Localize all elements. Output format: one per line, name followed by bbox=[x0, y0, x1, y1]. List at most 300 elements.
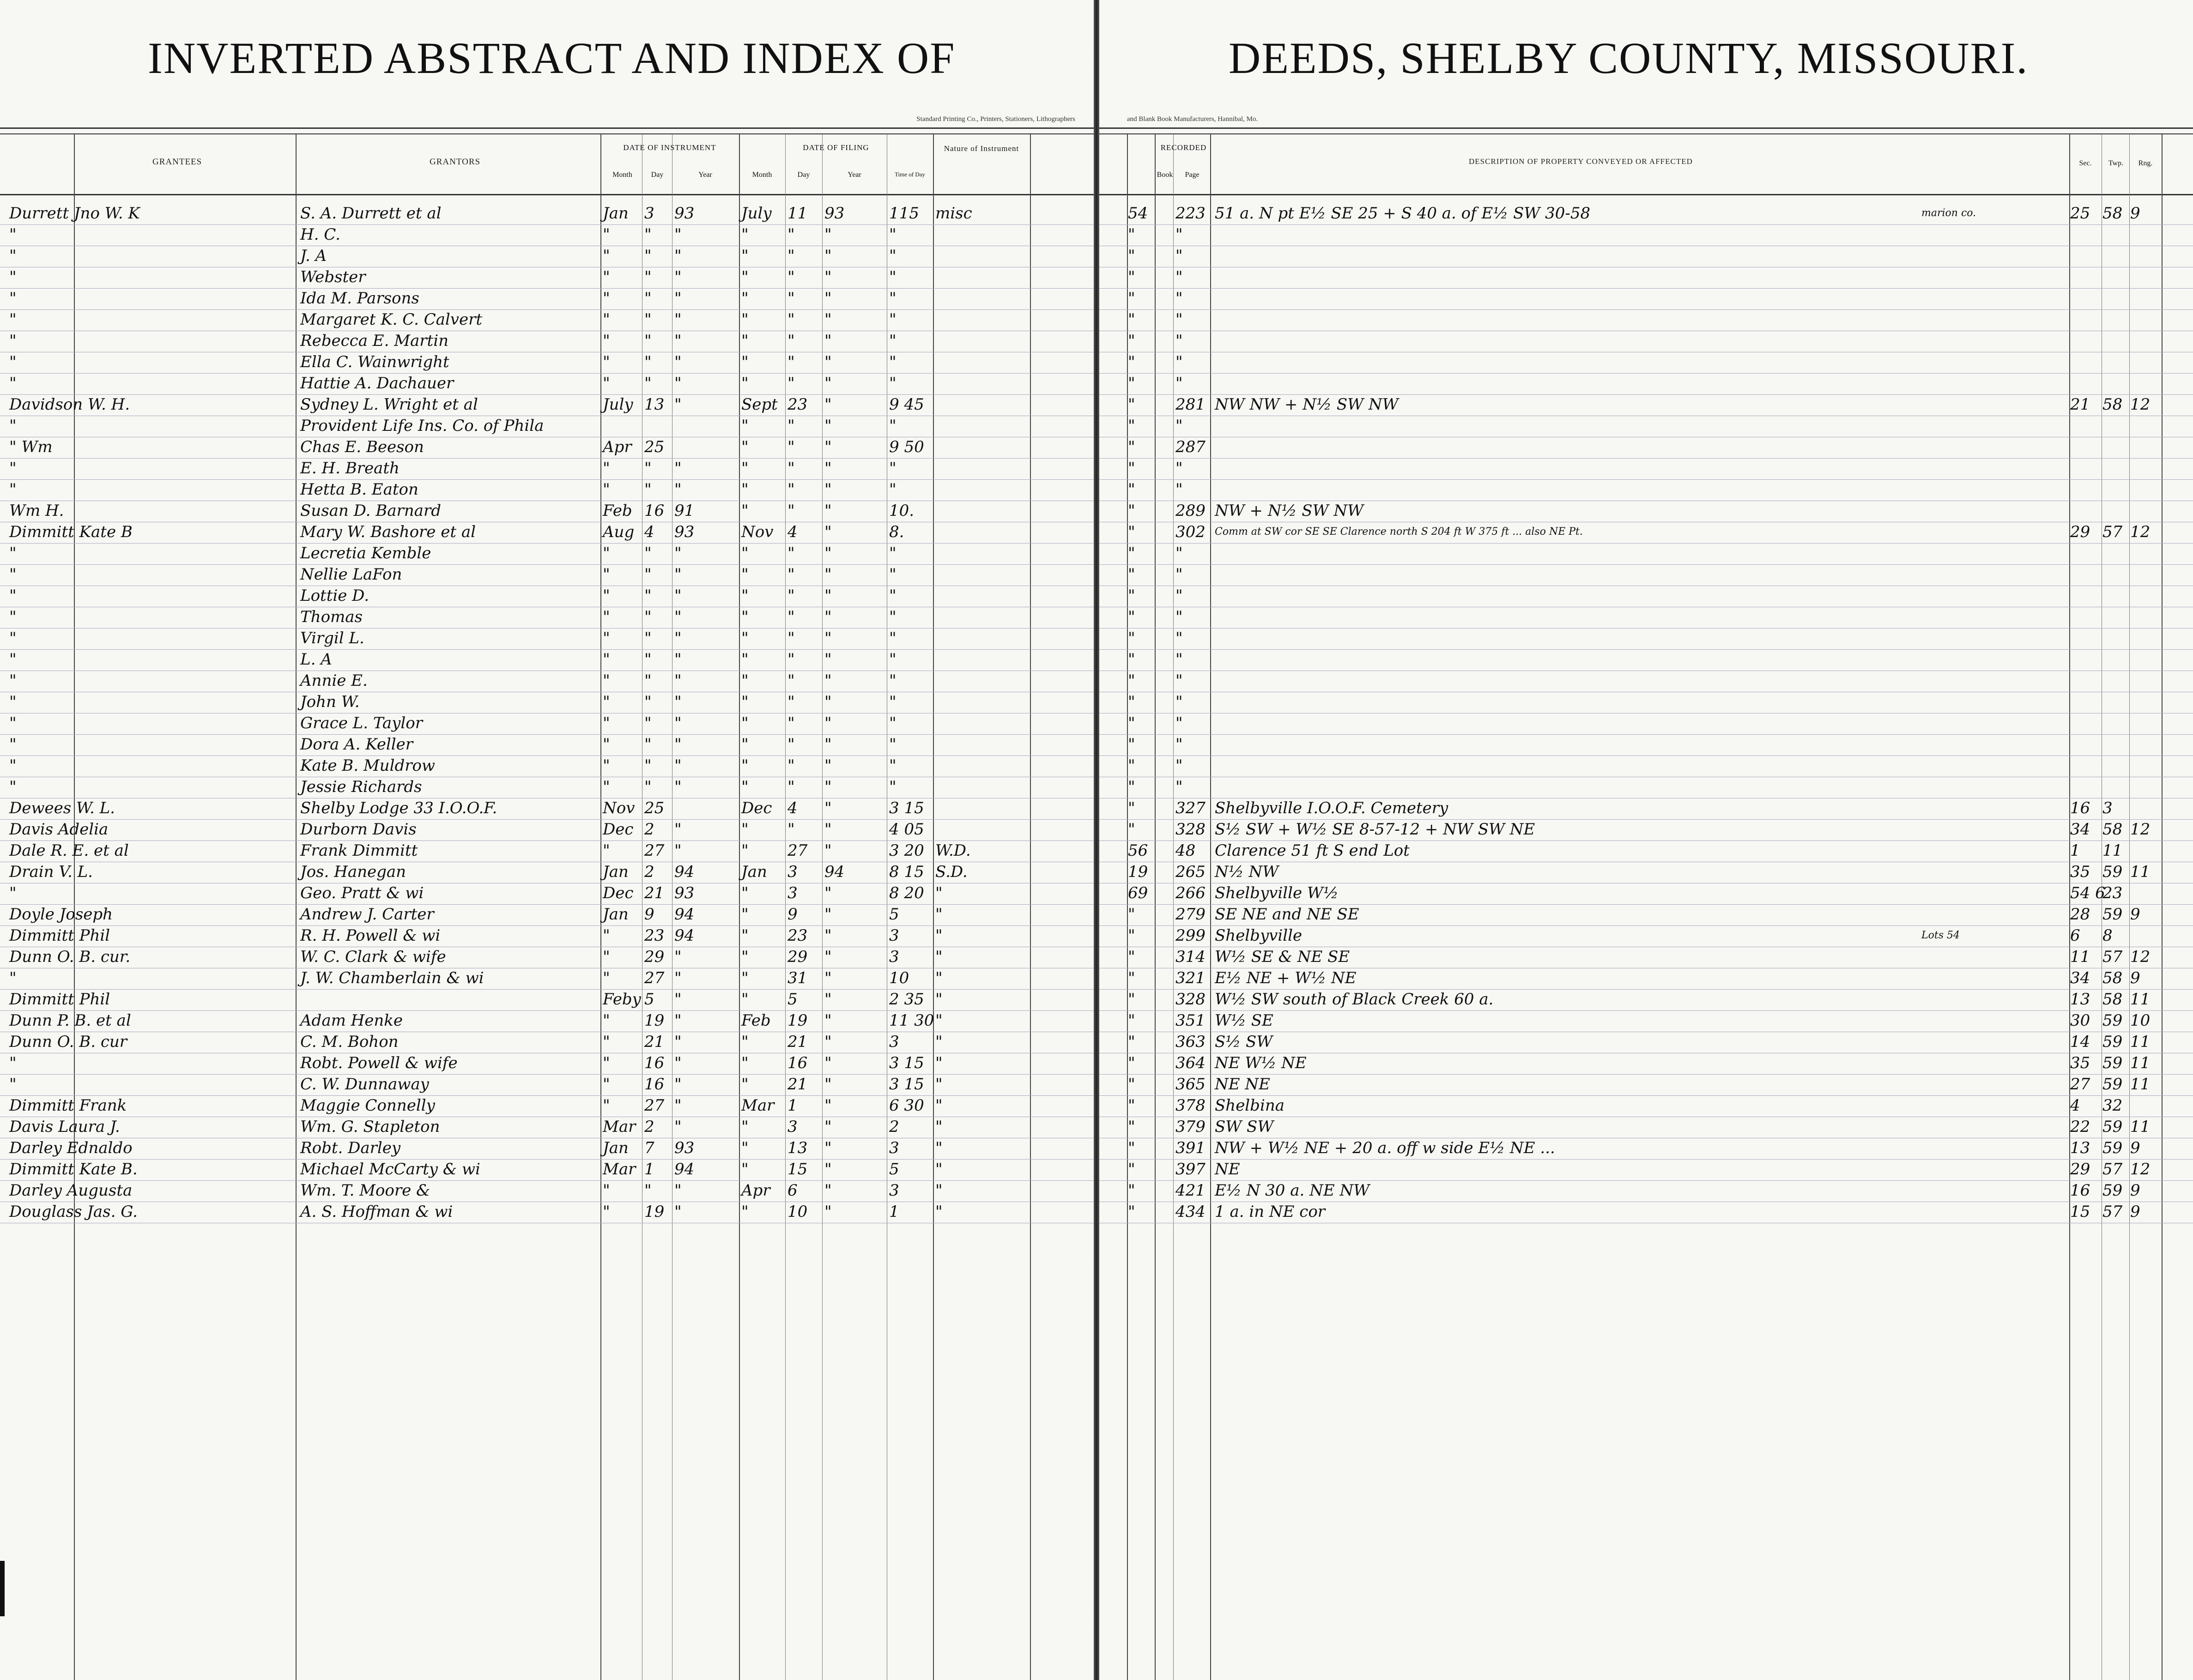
cell-grantor: Mary W. Bashore et al bbox=[300, 523, 476, 541]
cell-fd: " bbox=[788, 544, 795, 562]
cell-grantee: " bbox=[9, 693, 17, 711]
header-date-of-filing: DATE OF FILING bbox=[803, 143, 869, 152]
cell-im: Nov bbox=[603, 799, 635, 817]
cell-desc: W½ SE & NE SE bbox=[1215, 948, 1350, 966]
cell-book: " bbox=[1128, 990, 1135, 1009]
cell-fm: " bbox=[741, 438, 749, 456]
cell-iy: 91 bbox=[674, 502, 695, 520]
cell-id: " bbox=[644, 310, 652, 329]
col-sep bbox=[822, 134, 823, 1680]
cell-im: " bbox=[603, 948, 610, 966]
cell-im: " bbox=[603, 841, 610, 860]
col-sep bbox=[1030, 134, 1031, 1680]
cell-fy: " bbox=[824, 1160, 832, 1178]
cell-twp: 59 bbox=[2102, 1033, 2123, 1051]
cell-iy: " bbox=[674, 247, 682, 265]
cell-nature: " bbox=[935, 1118, 943, 1136]
cell-grantee: " bbox=[9, 1054, 17, 1072]
cell-fd: 13 bbox=[788, 1139, 808, 1157]
cell-book: " bbox=[1128, 1160, 1135, 1178]
cell-twp: 57 bbox=[2102, 1203, 2123, 1221]
cell-iy: " bbox=[674, 225, 682, 244]
cell-iy: " bbox=[674, 778, 682, 796]
cell-iy: " bbox=[674, 268, 682, 286]
cell-grantee: " bbox=[9, 332, 17, 350]
cell-fd: " bbox=[788, 353, 795, 371]
cell-iy: 94 bbox=[674, 926, 695, 945]
ledger-row-line bbox=[1099, 309, 2193, 310]
cell-book: 19 bbox=[1128, 863, 1148, 881]
cell-im: " bbox=[603, 544, 610, 562]
cell-page: " bbox=[1175, 778, 1183, 796]
cell-ft: 115 bbox=[889, 204, 919, 223]
cell-iy: " bbox=[674, 671, 682, 690]
cell-grantor: W. C. Clark & wife bbox=[300, 948, 446, 966]
header-rule-top bbox=[1099, 127, 2193, 134]
cell-fd: " bbox=[788, 586, 795, 605]
header-time-of-day: Time of Day bbox=[895, 171, 925, 178]
cell-ft: " bbox=[889, 650, 897, 669]
cell-fd: 3 bbox=[788, 1118, 798, 1136]
header-grantors: GRANTORS bbox=[430, 157, 481, 167]
cell-grantee: Davidson W. H. bbox=[9, 395, 130, 414]
cell-fm: " bbox=[741, 990, 749, 1009]
cell-id: 25 bbox=[644, 799, 665, 817]
cell-sec: 16 bbox=[2070, 799, 2090, 817]
cell-page: 351 bbox=[1175, 1011, 1206, 1030]
cell-grantee: Dunn P. B. et al bbox=[9, 1011, 131, 1030]
header-rng: Rng. bbox=[2138, 159, 2153, 167]
cell-page: " bbox=[1175, 374, 1183, 393]
cell-page: 328 bbox=[1175, 820, 1206, 839]
cell-book: " bbox=[1128, 735, 1135, 754]
cell-page: " bbox=[1175, 310, 1183, 329]
cell-grantor: Ella C. Wainwright bbox=[300, 353, 449, 371]
cell-grantee: " bbox=[9, 225, 17, 244]
cell-sec: 13 bbox=[2070, 990, 2090, 1009]
cell-book: " bbox=[1128, 693, 1135, 711]
cell-fy: " bbox=[824, 714, 832, 732]
header-book: Book bbox=[1157, 171, 1173, 179]
cell-grantor: Michael McCarty & wi bbox=[300, 1160, 480, 1178]
cell-fd: " bbox=[788, 438, 795, 456]
cell-iy: " bbox=[674, 608, 682, 626]
cell-desc: W½ SE bbox=[1215, 1011, 1273, 1030]
cell-fm: " bbox=[741, 1203, 749, 1221]
cell-fy: " bbox=[824, 926, 832, 945]
cell-fd: " bbox=[788, 565, 795, 584]
cell-iy: " bbox=[674, 650, 682, 669]
cell-twp: 58 bbox=[2102, 820, 2123, 839]
cell-ft: 3 20 bbox=[889, 841, 924, 860]
cell-iy: " bbox=[674, 586, 682, 605]
cell-ft: 3 bbox=[889, 948, 899, 966]
cell-fd: 27 bbox=[788, 841, 808, 860]
cell-im: Mar bbox=[603, 1160, 636, 1178]
cell-fm: " bbox=[741, 1075, 749, 1094]
cell-book: " bbox=[1128, 799, 1135, 817]
cell-ft: 6 30 bbox=[889, 1096, 924, 1115]
cell-ft: " bbox=[889, 480, 897, 499]
cell-fy: " bbox=[824, 1011, 832, 1030]
cell-im: " bbox=[603, 650, 610, 669]
cell-desc: NW + N½ SW NW bbox=[1215, 502, 1364, 520]
cell-sec: 34 bbox=[2070, 820, 2090, 839]
page-title-left: INVERTED ABSTRACT AND INDEX OF bbox=[148, 33, 956, 83]
cell-iy: " bbox=[674, 1033, 682, 1051]
cell-fm: " bbox=[741, 1118, 749, 1136]
cell-nature: misc bbox=[935, 204, 972, 223]
cell-nature: " bbox=[935, 1033, 943, 1051]
cell-nature: " bbox=[935, 884, 943, 902]
cell-fm: " bbox=[741, 289, 749, 308]
cell-rng: 11 bbox=[2130, 1118, 2151, 1136]
cell-fm: " bbox=[741, 608, 749, 626]
cell-id: 21 bbox=[644, 1033, 665, 1051]
cell-iy: " bbox=[674, 374, 682, 393]
cell-ft: 3 bbox=[889, 1033, 899, 1051]
cell-iy: " bbox=[674, 310, 682, 329]
cell-grantee: " bbox=[9, 778, 17, 796]
cell-im: " bbox=[603, 1096, 610, 1115]
cell-sec: 4 bbox=[2070, 1096, 2080, 1115]
cell-ft: 3 bbox=[889, 926, 899, 945]
cell-book: " bbox=[1128, 1054, 1135, 1072]
cell-im: " bbox=[603, 735, 610, 754]
cell-id: " bbox=[644, 289, 652, 308]
cell-ft: " bbox=[889, 289, 897, 308]
cell-rng: 9 bbox=[2130, 969, 2140, 987]
cell-desc: 51 a. N pt E½ SE 25 + S 40 a. of E½ SW 30-58 bbox=[1215, 204, 1591, 223]
cell-rng: 9 bbox=[2130, 1139, 2140, 1157]
col-sep bbox=[933, 134, 934, 1680]
cell-id: 29 bbox=[644, 948, 665, 966]
cell-iy: " bbox=[674, 820, 682, 839]
cell-im: " bbox=[603, 629, 610, 647]
cell-desc: W½ SW south of Black Creek 60 a. bbox=[1215, 990, 1494, 1009]
cell-nature: " bbox=[935, 1139, 943, 1157]
cell-grantee: Dimmitt Kate B. bbox=[9, 1160, 138, 1178]
cell-page: 299 bbox=[1175, 926, 1206, 945]
header-grantees: GRANTEES bbox=[152, 157, 202, 167]
cell-nature: S.D. bbox=[935, 863, 968, 881]
cell-grantee: Dimmitt Phil bbox=[9, 990, 110, 1009]
cell-fd: 29 bbox=[788, 948, 808, 966]
cell-grantor: L. A bbox=[300, 650, 332, 669]
ledger-row-line bbox=[1099, 224, 2193, 225]
cell-grantor: H. C. bbox=[300, 225, 340, 244]
cell-page: 265 bbox=[1175, 863, 1206, 881]
cell-fd: " bbox=[788, 247, 795, 265]
cell-fy: " bbox=[824, 608, 832, 626]
cell-ft: " bbox=[889, 353, 897, 371]
cell-fm: " bbox=[741, 926, 749, 945]
cell-fm: Jan bbox=[741, 863, 767, 881]
cell-page: " bbox=[1175, 671, 1183, 690]
cell-fm: " bbox=[741, 756, 749, 775]
cell-nature: W.D. bbox=[935, 841, 971, 860]
cell-fy: " bbox=[824, 332, 832, 350]
cell-page: " bbox=[1175, 756, 1183, 775]
cell-id: " bbox=[644, 586, 652, 605]
cell-page: " bbox=[1175, 225, 1183, 244]
cell-rng: 11 bbox=[2130, 1033, 2151, 1051]
cell-page: 421 bbox=[1175, 1181, 1206, 1200]
cell-id: " bbox=[644, 332, 652, 350]
cell-iy: " bbox=[674, 1011, 682, 1030]
cell-grantor: Sydney L. Wright et al bbox=[300, 395, 478, 414]
cell-book: " bbox=[1128, 247, 1135, 265]
cell-fd: " bbox=[788, 629, 795, 647]
cell-fd: 11 bbox=[788, 204, 808, 223]
cell-grantee: " bbox=[9, 310, 17, 329]
cell-fd: 10 bbox=[788, 1203, 808, 1221]
cell-grantor: Susan D. Barnard bbox=[300, 502, 441, 520]
cell-nature: " bbox=[935, 905, 943, 924]
cell-twp: 58 bbox=[2102, 990, 2123, 1009]
cell-page: 266 bbox=[1175, 884, 1206, 902]
cell-book: " bbox=[1128, 289, 1135, 308]
cell-twp: 57 bbox=[2102, 948, 2123, 966]
cell-ft: " bbox=[889, 778, 897, 796]
cell-id: 21 bbox=[644, 884, 665, 902]
cell-page: " bbox=[1175, 714, 1183, 732]
cell-fy: " bbox=[824, 969, 832, 987]
cell-desc: NE NE bbox=[1215, 1075, 1270, 1094]
cell-desc: NE bbox=[1215, 1160, 1240, 1178]
cell-rng: 11 bbox=[2130, 1075, 2151, 1094]
cell-grantee: " bbox=[9, 459, 17, 477]
cell-twp: 59 bbox=[2102, 1181, 2123, 1200]
cell-grantee: Wm H. bbox=[9, 502, 64, 520]
cell-book: " bbox=[1128, 1096, 1135, 1115]
cell-book: " bbox=[1128, 1075, 1135, 1094]
cell-fm: " bbox=[741, 1033, 749, 1051]
cell-rng: 9 bbox=[2130, 204, 2140, 223]
cell-fm: " bbox=[741, 671, 749, 690]
cell-fy: " bbox=[824, 565, 832, 584]
cell-ft: 9 45 bbox=[889, 395, 924, 414]
cell-fy: " bbox=[824, 459, 832, 477]
header-sec: Sec. bbox=[2079, 159, 2092, 167]
cell-page: 287 bbox=[1175, 438, 1206, 456]
cell-fy: " bbox=[824, 502, 832, 520]
cell-ft: " bbox=[889, 459, 897, 477]
cell-id: 19 bbox=[644, 1203, 665, 1221]
cell-twp: 59 bbox=[2102, 1118, 2123, 1136]
cell-id: " bbox=[644, 756, 652, 775]
cell-twp: 11 bbox=[2102, 841, 2123, 860]
ledger-row-line bbox=[1099, 543, 2193, 544]
cell-fm: " bbox=[741, 586, 749, 605]
cell-rng: 9 bbox=[2130, 1181, 2140, 1200]
cell-id: 5 bbox=[644, 990, 654, 1009]
cell-nature: " bbox=[935, 948, 943, 966]
cell-twp: 3 bbox=[2102, 799, 2113, 817]
cell-id: 2 bbox=[644, 863, 654, 881]
cell-desc: NE W½ NE bbox=[1215, 1054, 1307, 1072]
cell-book: " bbox=[1128, 310, 1135, 329]
cell-sec: 22 bbox=[2070, 1118, 2090, 1136]
cell-ft: 8 20 bbox=[889, 884, 924, 902]
cell-im: " bbox=[603, 608, 610, 626]
cell-fd: 19 bbox=[788, 1011, 808, 1030]
cell-book: " bbox=[1128, 1033, 1135, 1051]
cell-fy: " bbox=[824, 353, 832, 371]
cell-fy: " bbox=[824, 778, 832, 796]
cell-page: 281 bbox=[1175, 395, 1206, 414]
cell-ft: " bbox=[889, 671, 897, 690]
cell-fy: " bbox=[824, 948, 832, 966]
cell-fd: 21 bbox=[788, 1075, 808, 1094]
cell-page: " bbox=[1175, 586, 1183, 605]
cell-grantee: " bbox=[9, 374, 17, 393]
cell-page: 378 bbox=[1175, 1096, 1206, 1115]
cell-page: " bbox=[1175, 650, 1183, 669]
cell-ft: 9 50 bbox=[889, 438, 924, 456]
cell-fd: " bbox=[788, 417, 795, 435]
cell-iy: 93 bbox=[674, 523, 695, 541]
cell-iy: " bbox=[674, 756, 682, 775]
ledger-row-line bbox=[1099, 373, 2193, 374]
cell-fd: 21 bbox=[788, 1033, 808, 1051]
cell-grantor: Nellie LaFon bbox=[300, 565, 402, 584]
cell-book: " bbox=[1128, 926, 1135, 945]
cell-ft: " bbox=[889, 756, 897, 775]
cell-grantee: " bbox=[9, 608, 17, 626]
cell-fd: " bbox=[788, 225, 795, 244]
cell-grantee: " bbox=[9, 629, 17, 647]
cell-twp: 57 bbox=[2102, 523, 2123, 541]
cell-fy: 94 bbox=[824, 863, 845, 881]
cell-grantor: Shelby Lodge 33 I.O.O.F. bbox=[300, 799, 497, 817]
cell-im: " bbox=[603, 1181, 610, 1200]
cell-sec: 16 bbox=[2070, 1181, 2090, 1200]
cell-grantor: Robt. Darley bbox=[300, 1139, 401, 1157]
cell-page: " bbox=[1175, 332, 1183, 350]
cell-book: " bbox=[1128, 502, 1135, 520]
cell-fy: " bbox=[824, 799, 832, 817]
cell-twp: 59 bbox=[2102, 1054, 2123, 1072]
cell-grantor: Chas E. Beeson bbox=[300, 438, 424, 456]
cell-fm: " bbox=[741, 629, 749, 647]
cell-fy: " bbox=[824, 650, 832, 669]
cell-fm: " bbox=[741, 374, 749, 393]
cell-ft: " bbox=[889, 225, 897, 244]
cell-desc: Shelbyville W½ bbox=[1215, 884, 1339, 902]
cell-grantor: Ida M. Parsons bbox=[300, 289, 419, 308]
cell-id: 16 bbox=[644, 1075, 665, 1094]
cell-sec: 54 6 bbox=[2070, 884, 2105, 902]
cell-fy: " bbox=[824, 1075, 832, 1094]
cell-page: 328 bbox=[1175, 990, 1206, 1009]
cell-ft: 10. bbox=[889, 502, 915, 520]
cell-grantor: John W. bbox=[300, 693, 360, 711]
cell-fy: 93 bbox=[824, 204, 845, 223]
cell-fd: 1 bbox=[788, 1096, 798, 1115]
cell-page: " bbox=[1175, 247, 1183, 265]
cell-desc: S½ SW + W½ SE 8-57-12 + NW SW NE bbox=[1215, 820, 1535, 839]
cell-desc: Clarence 51 ft S end Lot bbox=[1215, 841, 1410, 860]
cell-iy: " bbox=[674, 395, 682, 414]
cell-fd: " bbox=[788, 310, 795, 329]
cell-desc: NW + W½ NE + 20 a. off w side E½ NE ... bbox=[1215, 1139, 1555, 1157]
cell-ft: " bbox=[889, 310, 897, 329]
cell-im: Jan bbox=[603, 863, 629, 881]
cell-page: " bbox=[1175, 289, 1183, 308]
cell-sec: 28 bbox=[2070, 905, 2090, 924]
cell-grantee: " bbox=[9, 268, 17, 286]
cell-im: Feb bbox=[603, 502, 632, 520]
cell-id: 13 bbox=[644, 395, 665, 414]
cell-page: " bbox=[1175, 565, 1183, 584]
cell-grantee: Doyle Joseph bbox=[9, 905, 113, 924]
cell-fy: " bbox=[824, 841, 832, 860]
cell-rng: 11 bbox=[2130, 990, 2151, 1009]
cell-rng: 12 bbox=[2130, 395, 2151, 414]
cell-grantee: " bbox=[9, 289, 17, 308]
cell-book: " bbox=[1128, 459, 1135, 477]
cell-im: " bbox=[603, 268, 610, 286]
cell-ft: 3 15 bbox=[889, 799, 924, 817]
cell-grantor: Grace L. Taylor bbox=[300, 714, 423, 732]
cell-fm: " bbox=[741, 459, 749, 477]
cell-fm: " bbox=[741, 969, 749, 987]
printer-imprint-right: and Blank Book Manufacturers, Hannibal, Mo. bbox=[1127, 115, 1258, 123]
cell-ft: " bbox=[889, 268, 897, 286]
cell-id: 19 bbox=[644, 1011, 665, 1030]
cell-grantee: Dunn O. B. cur bbox=[9, 1033, 127, 1051]
cell-id: " bbox=[644, 1181, 652, 1200]
cell-fm: " bbox=[741, 1139, 749, 1157]
cell-page: 321 bbox=[1175, 969, 1206, 987]
cell-ft: 2 35 bbox=[889, 990, 924, 1009]
cell-fd: 23 bbox=[788, 395, 808, 414]
cell-twp: 58 bbox=[2102, 204, 2123, 223]
cell-fm: " bbox=[741, 841, 749, 860]
col-sep bbox=[1155, 134, 1156, 1680]
cell-twp: 59 bbox=[2102, 1075, 2123, 1094]
cell-nature: " bbox=[935, 1160, 943, 1178]
cell-grantee: " bbox=[9, 544, 17, 562]
cell-page: " bbox=[1175, 480, 1183, 499]
cell-book: 54 bbox=[1128, 204, 1148, 223]
cell-rng: 12 bbox=[2130, 1160, 2151, 1178]
cell-book: " bbox=[1128, 608, 1135, 626]
cell-fm: " bbox=[741, 714, 749, 732]
cell-grantee: Douglass Jas. G. bbox=[9, 1203, 138, 1221]
cell-rng: 12 bbox=[2130, 820, 2151, 839]
cell-ft: 5 bbox=[889, 905, 899, 924]
cell-fm: " bbox=[741, 948, 749, 966]
cell-fy: " bbox=[824, 756, 832, 775]
cell-page: " bbox=[1175, 735, 1183, 754]
cell-fm: Nov bbox=[741, 523, 774, 541]
cell-iy: " bbox=[674, 353, 682, 371]
col-sep bbox=[296, 134, 297, 1680]
cell-grantee: " bbox=[9, 671, 17, 690]
cell-page: " bbox=[1175, 544, 1183, 562]
cell-iy: 93 bbox=[674, 884, 695, 902]
cell-sec: 25 bbox=[2070, 204, 2090, 223]
cell-fy: " bbox=[824, 374, 832, 393]
cell-iy: " bbox=[674, 948, 682, 966]
cell-sec: 11 bbox=[2070, 948, 2090, 966]
cell-fd: " bbox=[788, 502, 795, 520]
cell-nature: " bbox=[935, 1075, 943, 1094]
cell-iy: " bbox=[674, 544, 682, 562]
header-fil-day: Day bbox=[797, 171, 810, 179]
